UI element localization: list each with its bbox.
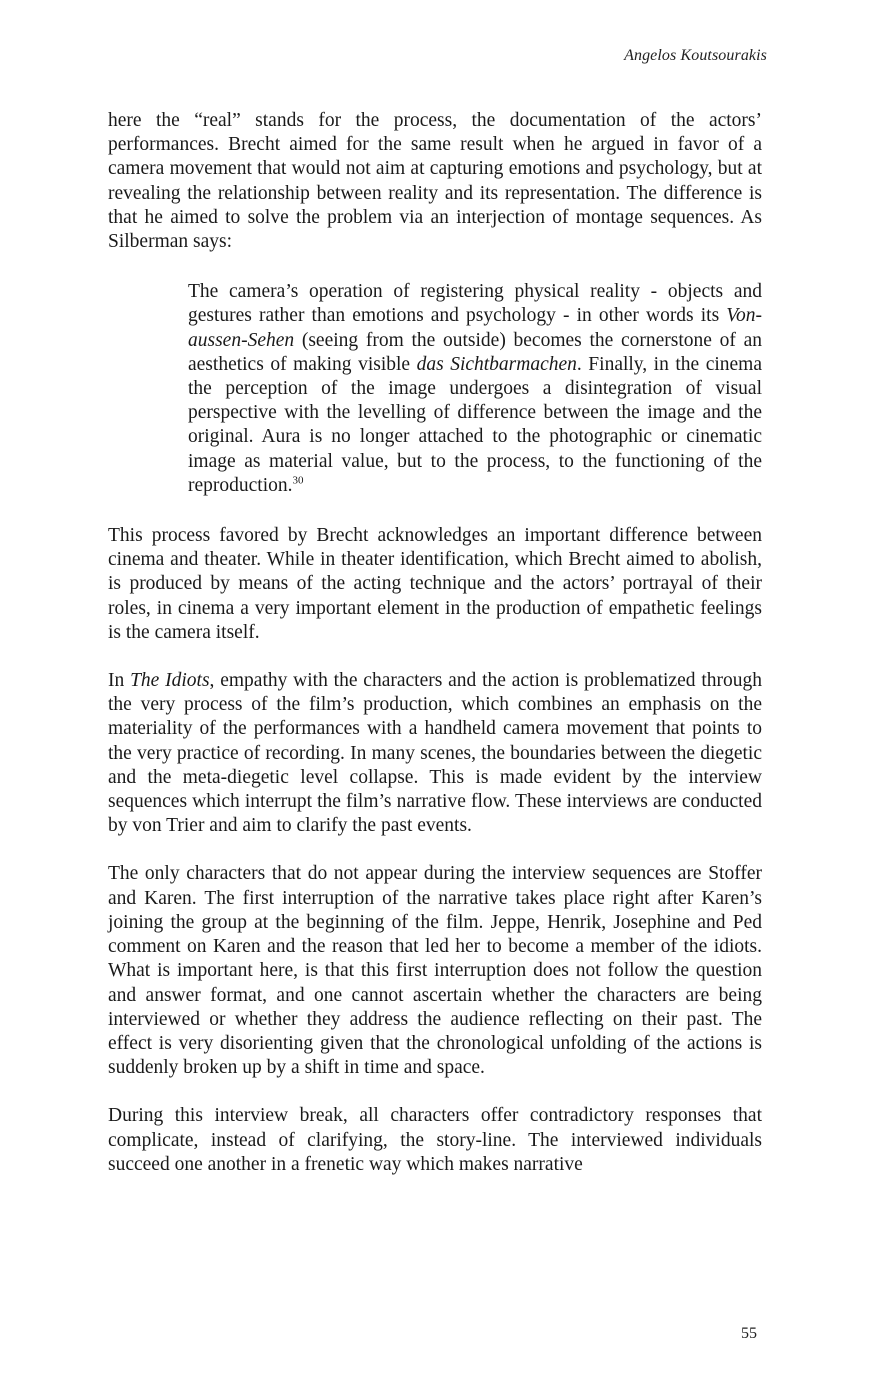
film-title-the-idiots: The Idiots	[130, 670, 210, 692]
footnote-marker: 30	[292, 474, 304, 487]
quote-text-2: (seeing from the outside) becomes the cornerstone of an aesthetics of making visible	[188, 329, 762, 375]
paragraph-2: This process favored by Brecht acknowledges an important difference between cinema and theater. While in theater identification, which Brecht aimed to abolish, is produced by means of the acting technique and the actors’ portrayal of their roles, in cinema a very important element in the production of empathetic feelings is the camera itself.	[108, 525, 762, 643]
paragraph-5: During this interview break, all characters offer contradictory responses that complicate, instead of clarifying, the story-line. The interviewed individuals succeed one another in a frenetic way which makes narrative	[108, 1105, 762, 1175]
paragraph-3-text: , empathy with the characters and the action is problematized through the very process of the film’s production, which combines an emphasis on the materiality of the performances with a handheld camera movement that points to the very practice of recording. In many scenes, the boundaries between the diegetic and the meta-diegetic level collapse. This is made evident by the interview sequences which interrupt the film’s narrative flow. These interviews are conducted by von Trier and aim to clarify the past events.	[108, 670, 763, 837]
block-quote	[188, 280, 762, 498]
page-number: 55	[741, 1325, 757, 1342]
paragraph-3	[108, 669, 762, 838]
quote-text-1: The camera’s operation of registering physical reality - objects and gestures rather than emotions and psychology - in other words its	[188, 281, 762, 327]
paragraph-3-lead: In	[108, 670, 131, 692]
quote-italic-von-aussen-sehen: Von-aussen-Sehen	[188, 305, 762, 351]
page-body	[108, 109, 762, 1177]
quote-italic-sichtbarmachen: das Sichtbarmachen	[416, 353, 577, 375]
paragraph-1: here the “real” stands for the process, the documentation of the actors’ performances. Brecht aimed for the same result when he argued in favor of a camera movement that would not aim at capturing emotions and psychology, but at revealing the relationship between reality and its representation. The difference is that he aimed to solve the problem via an interjection of montage sequences. As Silberman says:	[108, 110, 762, 253]
quote-text-3: . Finally, in the cinema the perception of the image undergoes a disintegration of visual perspective with the levelling of difference between the image and the original. Aura is no longer attached to the photographic or cinematic image as material value, but to the process, to the functioning of the reproduction.	[188, 353, 762, 496]
paragraph-4: The only characters that do not appear during the interview sequences are Stoffer and Karen. The first interruption of the narrative takes place right after Karen’s joining the group at the beginning of the film. Jeppe, Henrik, Josephine and Ped comment on Karen and the reason that led her to become a member of the idiots. What is important here, is that this first interruption does not follow the question and answer format, and one cannot ascertain whether the characters are being interviewed or whether they address the audience reflecting on their past. The effect is very disorienting given that the chronological unfolding of the actions is suddenly broken up by a shift in time and space.	[108, 863, 762, 1079]
running-head: Angelos Koutsourakis	[624, 47, 767, 64]
